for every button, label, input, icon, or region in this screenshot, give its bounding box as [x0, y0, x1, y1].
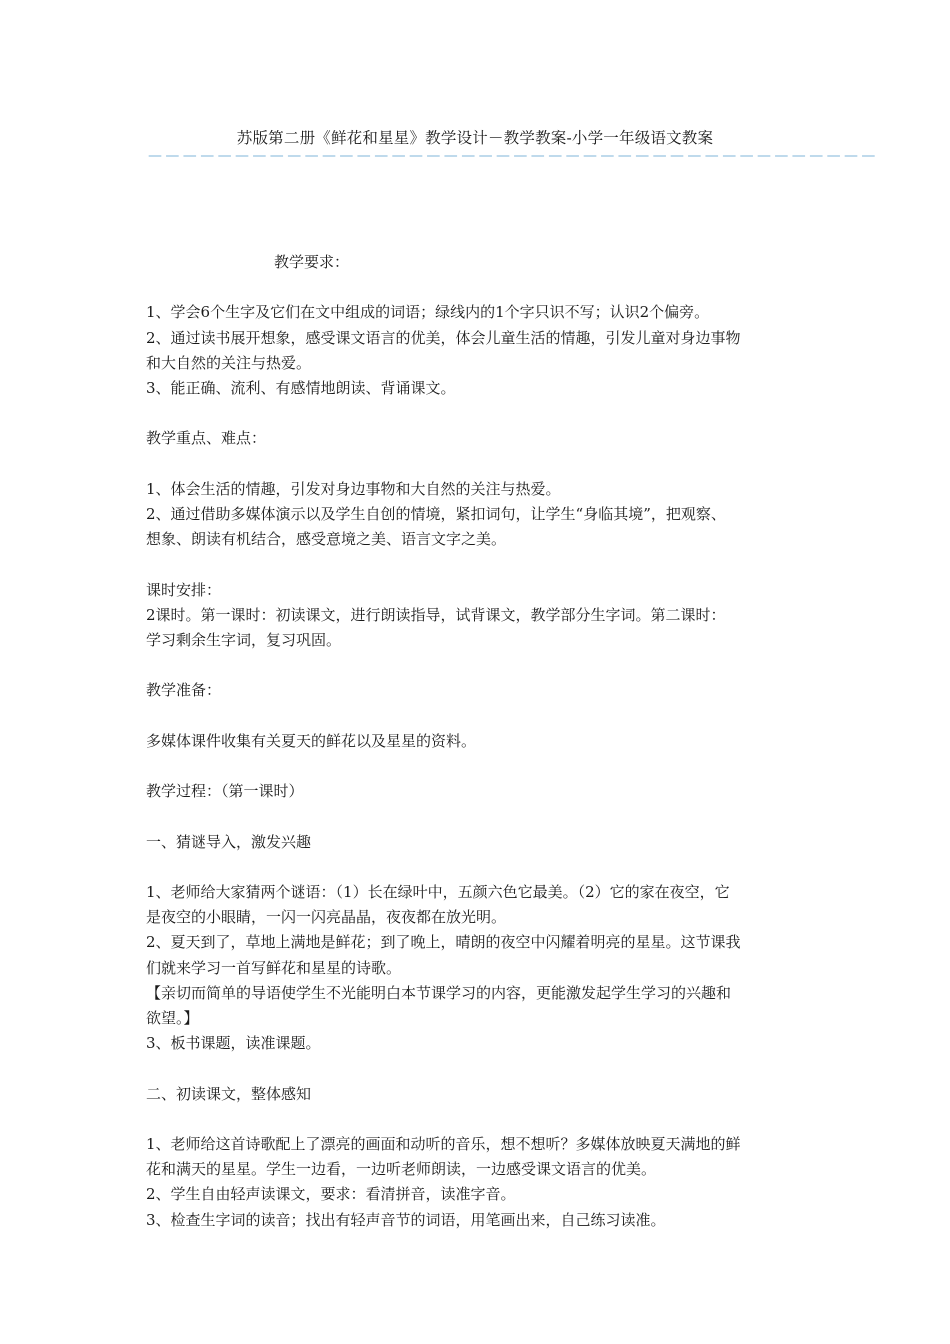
- part2-line: 2、学生自由轻声读课文，要求：看清拼音，读准字音。: [146, 1185, 516, 1204]
- part1-line: 们就来学习一首写鲜花和星星的诗歌。: [146, 958, 402, 977]
- part1-line: 是夜空的小眼睛，一闪一闪亮晶晶，夜夜都在放光明。: [146, 908, 507, 927]
- prep-text: 多媒体课件收集有关夏天的鲜花以及星星的资料。: [146, 731, 477, 750]
- part1-heading: 一、猜谜导入，激发兴趣: [146, 832, 312, 851]
- document-body: [146, 250, 810, 1233]
- process-heading: 教学过程：（第一课时）: [146, 782, 304, 801]
- requirement-line: 3、能正确、流利、有感情地朗读、背诵课文。: [146, 379, 456, 397]
- requirement-line: 和大自然的关注与热爱。: [146, 353, 312, 372]
- part2-line: 3、检查生字词的读音；找出有轻声音节的词语，用笔画出来，自己练习读准。: [146, 1210, 666, 1229]
- schedule-heading: 课时安排：: [146, 580, 222, 599]
- prep-heading: 教学准备：: [146, 681, 222, 700]
- part1-line: 【亲切而简单的导语使学生不光能明白本节课学习的内容，更能激发起学生学习的兴趣和: [146, 983, 732, 1002]
- part2-line: 1、老师给这首诗歌配上了漂亮的画面和动听的音乐，想不想听？多媒体放映夏天满地的鲜: [146, 1134, 741, 1153]
- part1-line: 欲望。】: [146, 1008, 199, 1027]
- key-point-line: 1、体会生活的情趣，引发对身边事物和大自然的关注与热爱。: [146, 479, 561, 498]
- part1-line: 3、板书课题，读准课题。: [146, 1034, 321, 1053]
- key-point-line: 2、通过借助多媒体演示以及学生自创的情境，紧扣词句，让学生“身临其境”，把观察、: [146, 504, 726, 523]
- requirement-line: 1、学会6个生字及它们在文中组成的词语；绿线内的1个字只识不写；认识2个偏旁。: [146, 303, 710, 322]
- part2-line: 花和满天的星星。学生一边看，一边听老师朗读，一边感受课文语言的优美。: [146, 1160, 657, 1179]
- title-divider: ——————————————————————————————————————————: [148, 148, 879, 164]
- schedule-line: 学习剩余生字词，复习巩固。: [146, 630, 342, 649]
- requirements-heading: 教学要求：: [274, 253, 350, 271]
- part1-line: 1、老师给大家猜两个谜语：（1）长在绿叶中，五颜六色它最美。（2）它的家在夜空，它: [146, 882, 730, 901]
- part2-heading: 二、初读课文，整体感知: [146, 1084, 312, 1103]
- part1-line: 2、夏天到了，草地上满地是鲜花；到了晚上，晴朗的夜空中闪耀着明亮的星星。这节课我: [146, 933, 741, 952]
- requirement-line: 2、通过读书展开想象，感受课文语言的优美，体会儿童生活的情趣，引发儿童对身边事物: [146, 328, 741, 347]
- key-point-line: 想象、朗读有机结合，感受意境之美、语言文字之美。: [146, 530, 507, 549]
- schedule-line: 2课时。第一课时：初读课文，进行朗读指导，试背课文，教学部分生字词。第二课时：: [146, 605, 726, 624]
- key-points-heading: 教学重点、难点：: [146, 429, 267, 448]
- document-title: 苏版第二册《鲜花和星星》教学设计－教学教案-小学一年级语文教案: [236, 129, 714, 147]
